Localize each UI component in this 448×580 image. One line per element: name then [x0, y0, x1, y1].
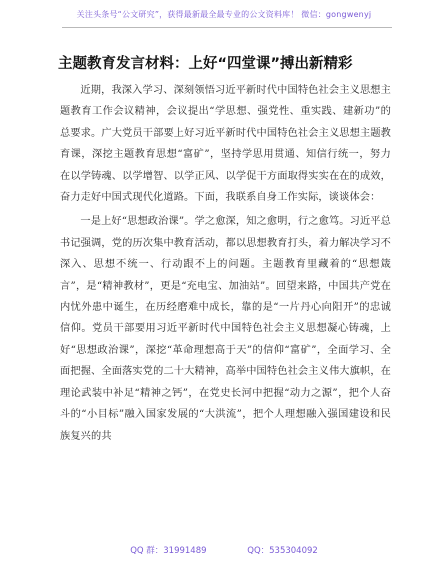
body-paragraph: 近期，我深入学习、深刻领悟习近平新时代中国特色社会主义思想主题教育工作会议精神，会议提出“学思想、强党性、重实践、建新功”的总要求。广大党员干部要上好习近平新时代中国特色社会主义思想主题教育课，深挖主题教育思想“富矿”，坚持学思用贯通、知信行统一，努力在以学铸魂、以学增智、以学正风、以学促干方面取得实实在在的成效，奋力走好中国式现代化道路。下面，我联系自身工作实际，谈谈体会：: [60, 85, 391, 204]
body-paragraph: 一是上好“思想政治课”。学之愈深，知之愈明，行之愈笃。习近平总书记强调，党的历次集中教育活动，都以思想教育打头，着力解决学习不深入、思想不统一、行动跟不上的问题。主题教育里藏着的“思想箴言”，是“精神教材”，更是“充电宝、加油站”。回望来路，中国共产党在内忧外患中诞生，在历经磨难中成长，靠的是“一片丹心向阳开”的忠诚信仰。党员干部要用习近平新时代中国特色社会主义思想凝心铸魂，上好“思想政治课”，深挖“革命理想高于天”的信仰“富矿”，全面学习、全面把握、全面落实党的二十大精神，高举中国特色社会主义伟大旗帜，在理论武装中补足“精神之钙”，在党史长河中把握“动力之源”，把个人奋斗的“小目标”融入国家发展的“大洪流”，把个人理想融入强国建设和民族复兴的共: [60, 216, 391, 442]
header-notice: 关注头条号“公文研究”，获得最新最全最专业的公文资料库！ 微信：gongwenyj: [76, 10, 372, 19]
footer-contact: [0, 544, 448, 556]
footer-qq: QQ：535304092: [247, 546, 318, 556]
document-body: [60, 80, 391, 447]
header-divider: [62, 27, 392, 28]
document-title: 主题教育发言材料：上好“四堂课”搏出新精彩: [58, 56, 353, 72]
footer-qq-group: QQ 群：31991489: [130, 546, 207, 556]
